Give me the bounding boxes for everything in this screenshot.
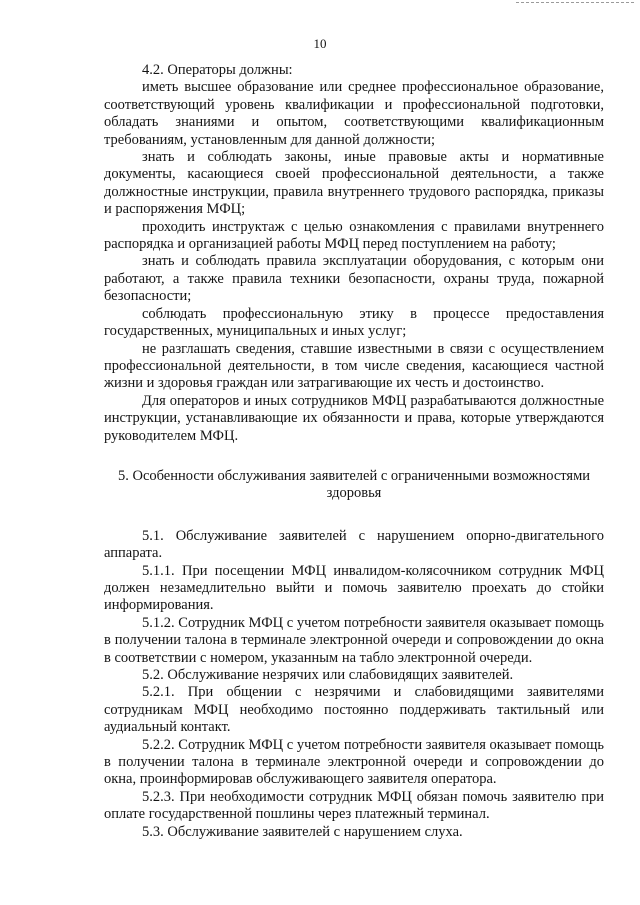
paragraph: 5.2. Обслуживание незрячих или слабовидящих заявителей. <box>142 667 514 683</box>
paragraph: 5.1. Обслуживание заявителей с нарушением опорно-двигательного аппарата. <box>104 527 604 562</box>
section-5-block <box>104 528 604 841</box>
paragraph: проходить инструктаж с целью ознакомления с правилами внутреннего распорядка и организацией работы МФЦ перед поступлением на работу; <box>104 218 604 253</box>
paragraph: 4.2. Операторы должны: <box>142 62 293 78</box>
document-body <box>104 62 604 841</box>
paragraph: соблюдать профессиональную этику в процессе предоставления государственных, муниципальных и иных услуг; <box>104 305 604 340</box>
paragraph: 5.2.3. При необходимости сотрудник МФЦ обязан помочь заявителю при оплате государственной пошлины через платежный терминал. <box>104 788 604 823</box>
section-5-heading: 5. Особенности обслуживания заявителей с ограниченными возможностями здоровья <box>117 467 591 502</box>
page-number: 10 <box>313 36 327 51</box>
paragraph: не разглашать сведения, ставшие известными в связи с осуществлением профессиональной деятельности, в том числе сведения, касающиеся частной жизни и здоровья граждан или затрагивающие их честь и достоинство. <box>104 340 604 392</box>
paragraph: 5.2.2. Сотрудник МФЦ с учетом потребности заявителя оказывает помощь в получении талона в терминале электронной очереди и сопровождении до окна, проинформировав обслуживающего заявителя оператора. <box>104 736 604 788</box>
paragraph: 5.3. Обслуживание заявителей с нарушением слуха. <box>142 823 463 840</box>
paragraph: Для операторов и иных сотрудников МФЦ разрабатываются должностные инструкции, устанавливающие их обязанности и права, которые утверждаются руководителем МФЦ. <box>104 392 604 444</box>
paragraph: 5.2.1. При общении с незрячими и слабовидящими заявителями сотрудникам МФЦ необходимо постоянно поддерживать тактильный или аудиальный контакт. <box>104 684 604 736</box>
paragraph: иметь высшее образование или среднее профессиональное образование, соответствующий уровень квалификации и профессиональной подготовки, обладать знаниями и опытом, соответствующими квалификационным требованиям, установленным для данной должности; <box>104 79 604 148</box>
section-4-block <box>104 62 604 445</box>
paragraph: знать и соблюдать правила эксплуатации оборудования, с которым они работают, а также правила техники безопасности, охраны труда, пожарной безопасности; <box>104 253 604 305</box>
scan-edge-line <box>516 2 634 3</box>
paragraph: 5.1.1. При посещении МФЦ инвалидом-колясочником сотрудник МФЦ должен незамедлительно выйти и помочь заявителю проехать до стойки информирования. <box>104 562 604 614</box>
paragraph: 5.1.2. Сотрудник МФЦ с учетом потребности заявителя оказывает помощь в получении талона в терминале электронной очереди и сопровождении до окна в соответствии с номером, указанным на табло электронной очереди. <box>104 614 604 666</box>
paragraph: знать и соблюдать законы, иные правовые акты и нормативные документы, касающиеся своей профессиональной деятельности, а также должностные инструкции, правила внутреннего трудового распорядка, приказы и распоряжения МФЦ; <box>104 149 604 218</box>
